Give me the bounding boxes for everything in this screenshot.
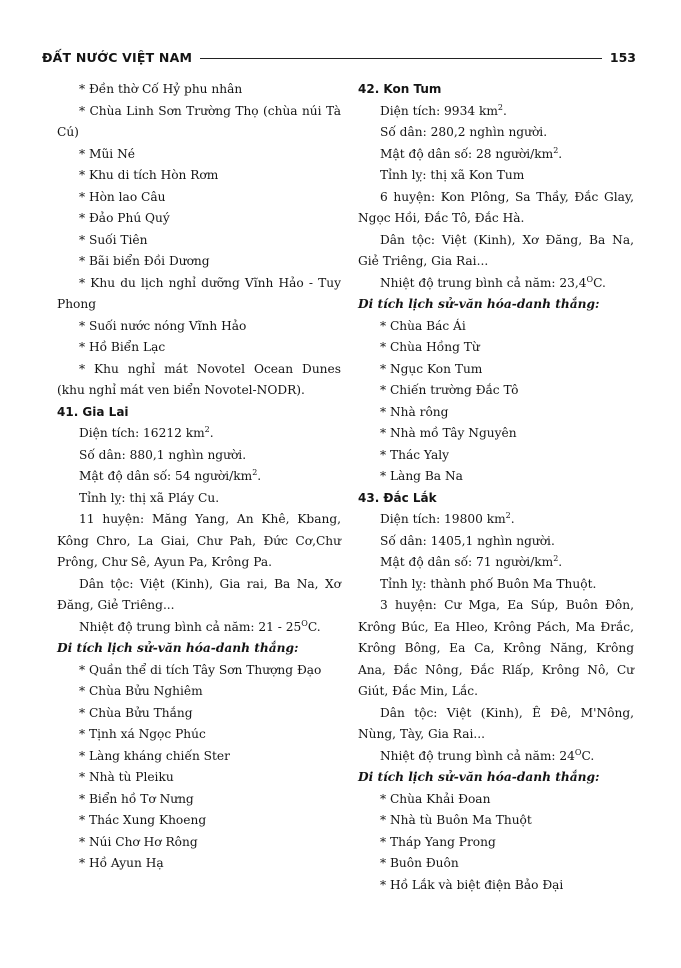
temperature-unit: C. (581, 748, 595, 763)
list-item: * Quần thể di tích Tây Sơn Thượng Đạo (79, 662, 322, 677)
population-line: Số dân: 280,2 nghìn người. (380, 125, 548, 139)
capital-line: Tỉnh lỵ: thị xã Pláy Cu. (79, 490, 220, 505)
list-item: * Suối Tiên (79, 232, 148, 247)
density-suffix: . (558, 146, 563, 161)
ethnic-paragraph: Dân tộc: Việt (Kinh), Ê Đê, M'Nông, Nùng, Tày, Gia Rai... (358, 705, 634, 741)
area-text: Diện tích: 16212 km (79, 426, 205, 440)
density-exponent: 2 (553, 145, 559, 155)
area-exponent: 2 (497, 102, 503, 112)
list-item: * Đảo Phú Quý (79, 211, 170, 225)
degree-mark: O (301, 618, 308, 628)
header-title: ĐẤT NƯỚC VIỆT NAM (42, 49, 200, 67)
capital-line: Tỉnh lỵ: thành phố Buôn Ma Thuột. (380, 576, 597, 591)
section-title-dak-lak: 43. Đắc Lắk (358, 490, 437, 505)
sites-heading: Di tích lịch sử-văn hóa-danh thắng: (358, 297, 600, 311)
area-text: Diện tích: 9934 km (380, 103, 498, 118)
list-item: * Chiến trường Đắc Tô (380, 383, 519, 397)
section-title-kon-tum: 42. Kon Tum (358, 82, 442, 96)
capital-line: Tỉnh lỵ: thị xã Kon Tum (380, 168, 525, 182)
sites-heading: Di tích lịch sử-văn hóa-danh thắng: (358, 770, 600, 784)
area-exponent: 2 (505, 510, 511, 520)
sites-heading: Di tích lịch sử-văn hóa-danh thắng: (57, 641, 299, 655)
list-item: * Nhà tù Pleiku (79, 770, 174, 784)
list-item: * Thác Yaly (380, 447, 450, 462)
list-item: * Hồ Lắk và biệt điện Bảo Đại (380, 877, 564, 892)
degree-mark: O (574, 747, 582, 757)
list-item: * Tịnh xá Ngọc Phúc (79, 727, 206, 741)
temperature-text: Nhiệt độ trung bình cả năm: 21 - 25 (79, 619, 302, 634)
list-item: * Núi Chơ Hơ Rông (79, 834, 198, 849)
ethnic-paragraph: Dân tộc: Việt (Kinh), Gia rai, Ba Na, Xơ Đăng, Giẻ Triêng... (57, 576, 341, 612)
area-line (57, 423, 341, 445)
list-item: * Biển hồ Tơ Nưng (79, 791, 194, 806)
density-exponent: 2 (252, 467, 258, 477)
area-line (358, 101, 634, 123)
list-item: * Khu nghỉ mát Novotel Ocean Dunes (khu nghỉ mát ven biển Novotel-NODR). (57, 361, 341, 397)
list-item: * Suối nước nóng Vĩnh Hảo (79, 318, 247, 333)
density-exponent: 2 (553, 553, 559, 563)
districts-paragraph: 11 huyện: Măng Yang, An Khê, Kbang, Kông Chro, La Giai, Chư Pah, Đức Cơ,Chư Prông, Chư Sê, Ayun Pa, Krông Pa. (57, 512, 341, 569)
degree-mark: O (586, 274, 594, 284)
list-item: * Mũi Né (79, 146, 135, 161)
population-line: Số dân: 1405,1 nghìn người. (380, 533, 555, 548)
temperature-unit: C. (593, 275, 606, 290)
page-number: 153 (602, 49, 636, 67)
list-item: * Tháp Yang Prong (380, 834, 496, 849)
list-item: * Khu di tích Hòn Rơm (79, 168, 219, 182)
temperature-line (358, 273, 634, 295)
ethnic-paragraph: Dân tộc: Việt (Kinh), Xơ Đăng, Ba Na, Giẻ Triêng, Gia Rai... (358, 232, 634, 268)
list-item: * Nhà tù Buôn Ma Thuột (380, 813, 532, 827)
list-item: * Khu du lịch nghỉ dưỡng Vĩnh Hảo - Tuy Phong (57, 275, 341, 311)
list-item: * Ngục Kon Tum (380, 361, 483, 376)
area-suffix: . (209, 426, 214, 440)
left-column (57, 79, 341, 875)
list-item: * Chùa Khải Đoan (380, 791, 491, 806)
list-item: * Chùa Bửu Nghiêm (79, 684, 203, 698)
density-text: Mật độ dân số: 71 người/km (380, 555, 554, 569)
list-item: * Đền thờ Cố Hỷ phu nhân (79, 82, 243, 96)
area-line (358, 509, 634, 531)
list-item: * Chùa Bác Ái (380, 318, 466, 333)
list-item: * Chùa Hồng Từ (380, 340, 480, 354)
districts-paragraph: 3 huyện: Cư Mga, Ea Súp, Buôn Đôn, Krông Búc, Ea Hleo, Krông Pách, Ma Đrắc, Krông Bông, Ea Ca, Krông Năng, Krông Ana, Đắc Nông, Đắc Rlấp, Krông Nô, Cư Giút, Đắc Min, Lắc. (358, 598, 634, 698)
density-line (57, 466, 341, 488)
right-column (358, 79, 634, 896)
temperature-unit: C. (307, 619, 321, 634)
temperature-text: Nhiệt độ trung bình cả năm: 23,4 (380, 275, 587, 290)
list-item: * Hòn lao Câu (79, 189, 166, 204)
density-text: Mật độ dân số: 54 người/km (79, 469, 253, 483)
temperature-line (57, 617, 341, 639)
temperature-text: Nhiệt độ trung bình cả năm: 24 (380, 748, 575, 763)
list-item: * Bãi biển Đồi Dương (79, 254, 210, 268)
population-line: Số dân: 880,1 nghìn người. (79, 447, 247, 462)
list-item: * Nhà rông (380, 404, 449, 419)
list-item: * Chùa Linh Sơn Trường Thọ (chùa núi Tà Cú) (57, 103, 341, 139)
density-suffix: . (257, 469, 262, 483)
density-line (358, 552, 634, 574)
list-item: * Làng kháng chiến Ster (79, 748, 230, 763)
area-exponent: 2 (204, 424, 210, 434)
list-item: * Thác Xung Khoeng (79, 813, 207, 827)
area-text: Diện tích: 19800 km (380, 512, 506, 526)
list-item: * Hồ Ayun Hạ (79, 856, 164, 870)
list-item: * Nhà mồ Tây Nguyên (380, 426, 517, 440)
list-item: * Buôn Đuôn (380, 856, 459, 870)
density-text: Mật độ dân số: 28 người/km (380, 146, 554, 161)
density-line (358, 144, 634, 166)
area-suffix: . (502, 103, 507, 118)
running-header (42, 49, 636, 69)
list-item: * Chùa Bửu Thắng (79, 705, 193, 720)
list-item: * Hồ Biển Lạc (79, 340, 166, 354)
districts-paragraph: 6 huyện: Kon Plông, Sa Thầy, Đắc Glay, Ngọc Hồi, Đắc Tô, Đắc Hà. (358, 189, 634, 225)
density-suffix: . (558, 555, 563, 569)
temperature-line (358, 746, 634, 768)
section-title-gia-lai: 41. Gia Lai (57, 404, 129, 419)
list-item: * Làng Ba Na (380, 469, 463, 483)
area-suffix: . (510, 512, 515, 526)
